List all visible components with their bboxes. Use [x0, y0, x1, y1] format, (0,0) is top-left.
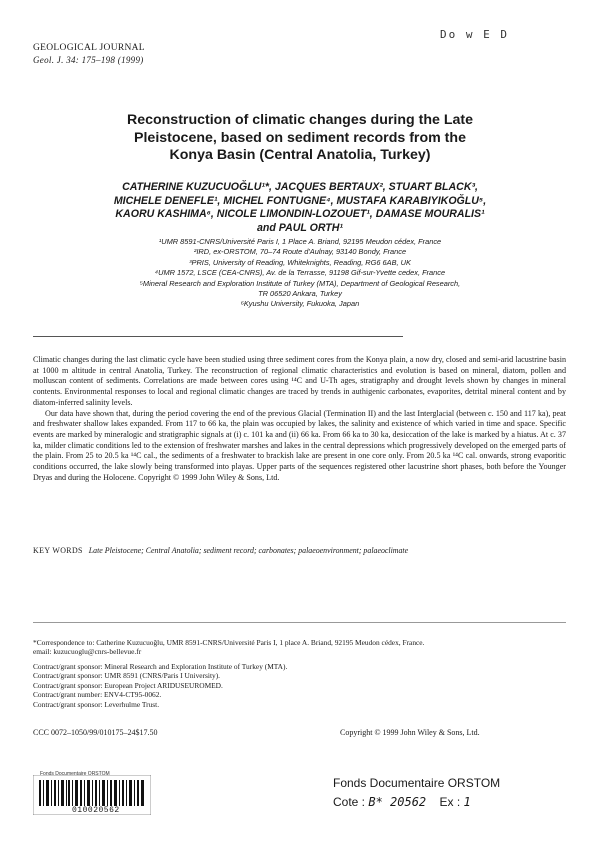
sponsor-notes: [33, 662, 566, 709]
stamp-cote-label: Cote :: [333, 795, 366, 809]
handwritten-corner-note: Do w E D: [440, 28, 509, 41]
keywords: [33, 546, 566, 556]
journal-name: GEOLOGICAL JOURNAL: [33, 43, 145, 53]
header-divider: [33, 336, 403, 337]
abstract-paragraph: Climatic changes during the last climatic cycle have been studied using three sediment cores from the Konya plain, a now dry, closed and semi-arid lacustrine basin at 1000 m altitude in central Anatolia, Turkey. The reconstruction of regional climatic characteristics and evolution is based on mineral, diatom, pollen and molluscan content of sediments. Correlations are made between cores using ¹⁴C and U-Th ages, stratigraphy and drought levels shown by changes in mineral contents. Environmental responses to local and regional climatic changes are traced by trends in authigenic carbonates, evaporites, detrital mineral content and by diatom-inferred salinity levels.: [33, 355, 566, 407]
affiliation-line: TR 06520 Ankara, Turkey: [258, 289, 342, 299]
footnote-divider: [33, 622, 566, 623]
affiliation-line: ¹UMR 8591-CNRS/Université Paris I, 1 Place A. Briand, 92195 Meudon cédex, France: [158, 237, 442, 246]
sponsor-line: Contract/grant sponsor: Leverhulme Trust.: [33, 699, 160, 709]
ccc-code: CCC 0072–1050/99/010175–24$17.50: [33, 728, 158, 737]
affiliation-line: ²IRD, ex-ORSTOM, 70–74 Route d'Aulnay, 93140 Bondy, France: [193, 247, 407, 257]
affiliations: [40, 237, 560, 310]
journal-citation: Geol. J. 34: 175–198 (1999): [33, 55, 144, 65]
sponsor-line: Contract/grant sponsor: European Project ARIDUSEUROMED.: [33, 680, 223, 690]
author-line: and PAUL ORTH¹: [257, 221, 343, 234]
stamp-cote-value: B* 20562: [368, 795, 427, 809]
journal-header: [33, 42, 145, 66]
abstract: [33, 355, 566, 483]
keywords-label: KEY WORDS: [33, 546, 83, 555]
title-line: Reconstruction of climatic changes during the Late: [126, 112, 474, 128]
abstract-paragraph: Our data have shown that, during the period covering the end of the previous Glacial (Termination II) and the last Interglacial (between c. 150 and 117 ka), peat and freshwater shallow lakes expanded. From 117 to 66 ka, the plain was occupied by lakes, the salinity and existence of which varied in time and space. Specific events are marked by mineralogic and stratigraphic signals at (i) c. 101 ka and (ii) 66 ka. From 66 ka to 30 ka, desiccation of the lake is marked by a hiatus. At c. 37 ka, milder climatic conditions led to the extension of freshwater marshes and lakes in the central depressions which progressively developed on the emerged parts of the plain. From 25 to 20.5 ka ¹⁴C cal., the sediments of a freshwater to brackish lake are present in one core only. From 20.5 ka ¹⁴C cal. onwards, strong evaporitic conditions occurred, the lake slowly being transformed into playas. Upper parts of the sequences registered other lacustrine short phases, both before the Younger Dryas and during the Holocene. Copyright © 1999 John Wiley & Sons, Ltd.: [33, 408, 566, 482]
author-line: KAORU KASHIMA⁶, NICOLE LIMONDIN-LOZOUET¹, DAMASE MOURALIS¹: [115, 208, 485, 220]
article-title: [60, 112, 540, 165]
barcode-number: 010020562: [72, 806, 120, 815]
affiliation-line: ⁵Mineral Research and Exploration Institute of Turkey (MTA), Department of Geological Research,: [139, 278, 461, 288]
title-line: Pleistocene, based on sediment records from the: [134, 129, 466, 146]
correspondence-line: *Correspondence to: Catherine Kuzucuoğlu, UMR 8591-CNRS/Université Paris I, 1 place A. Briand, 92195 Meudon cédex, France.: [33, 638, 425, 647]
author-list: [40, 181, 560, 235]
keywords-text: Late Pleistocene; Central Anatolia; sediment record; carbonates; palaeoenvironment; palaeoclimate: [88, 546, 409, 555]
stamp-ex-value: 1: [463, 795, 471, 809]
sponsor-line: Contract/grant sponsor: UMR 8591 (CNRS/Paris I University).: [33, 671, 221, 681]
author-line: CATHERINE KUZUCUOĞLU¹*, JACQUES BERTAUX², STUART BLACK³,: [122, 181, 478, 193]
correspondence-line: email: kuzucuoglu@cnrs-bellevue.fr: [33, 647, 142, 657]
affiliation-line: ³PRIS, University of Reading, Whiteknights, Reading, RG6 6AB, UK: [189, 257, 411, 267]
sponsor-line: Contract/grant number: ENV4-CT95-0062.: [33, 690, 162, 700]
sponsor-line: Contract/grant sponsor: Mineral Research and Exploration Institute of Turkey (MTA).: [33, 662, 288, 671]
affiliation-line: ⁶Kyushu University, Fukuoka, Japan: [240, 299, 360, 309]
title-line: Konya Basin (Central Anatolia, Turkey): [169, 147, 431, 163]
affiliation-line: ⁴UMR 1572, LSCE (CEA-CNRS), Av. de la Terrasse, 91198 Gif-sur-Yvette cedex, France: [154, 268, 446, 278]
author-line: MICHELE DENEFLE¹, MICHEL FONTUGNE⁴, MUSTAFA KARABIYIKOĞLU⁵,: [113, 194, 487, 207]
correspondence-note: [33, 638, 566, 657]
stamp-title: Fonds Documentaire ORSTOM: [333, 776, 501, 790]
copyright-line: Copyright © 1999 John Wiley & Sons, Ltd.: [340, 728, 480, 737]
stamp-ex-label: Ex :: [439, 795, 461, 809]
stamp-cote: [333, 795, 471, 809]
barcode-label: Fonds Documentaire ORSTOM: [40, 771, 110, 777]
